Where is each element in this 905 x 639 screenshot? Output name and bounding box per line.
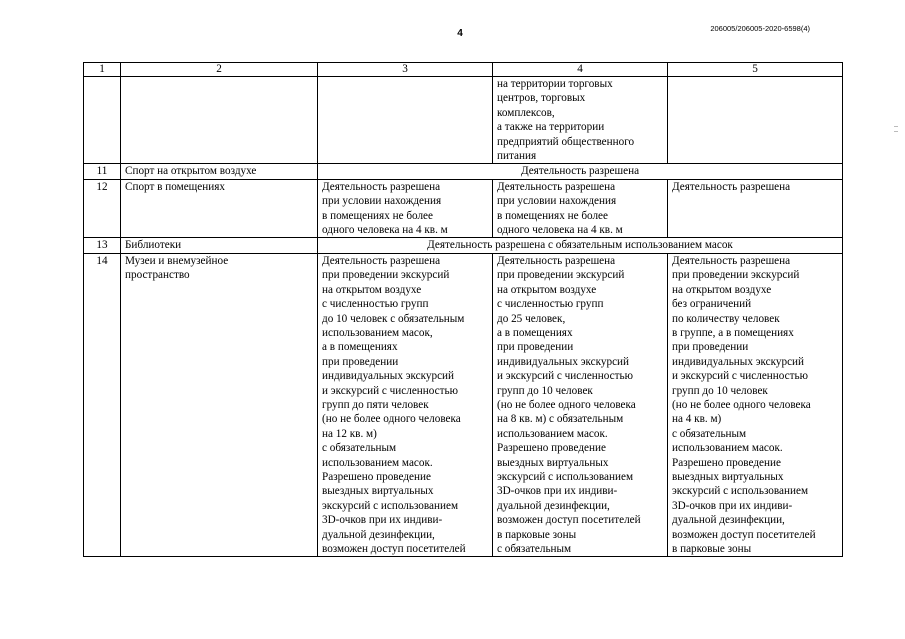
header-col-1: 1 bbox=[84, 63, 121, 77]
table-row bbox=[84, 77, 843, 164]
row-cell-col4: Деятельность разрешена при условии нахождения в помещениях не более одного человека на 4 кв. м bbox=[493, 179, 668, 238]
table-row bbox=[84, 179, 843, 238]
row-merged-cell: Деятельность разрешена с обязательным использованием масок bbox=[318, 238, 843, 253]
row-number: 14 bbox=[84, 253, 121, 557]
row-activity bbox=[121, 77, 318, 164]
row-cell-col5: Деятельность разрешена при проведении экскурсий на открытом воздухе без ограничений по количеству человек в группе, а в помещениях при проведении индивидуальных экскурсий и экскурсий с численностью групп до 10 человек (но не более одного человека на 4 кв. м) с обязательным использованием масок. Разрешено проведение выездных виртуальных экскурсий с использованием 3D-очков при их индиви- дуальной дезинфекции, возможен доступ посетителей в парковые зоны bbox=[668, 253, 843, 557]
row-merged-cell: Деятельность разрешена bbox=[318, 164, 843, 179]
row-cell-col3: Деятельность разрешена при проведении экскурсий на открытом воздухе с численностью групп до 10 человек с обязательным использованием масок, а в помещениях при проведении индивидуальных экскурсий и экскурсий с численностью групп до пяти человек (но не более одного человека на 12 кв. м) с обязательным использованием масок. Разрешено проведение выездных виртуальных экскурсий с использованием 3D-очков при их индиви- дуальной дезинфекции, возможен доступ посетителей bbox=[318, 253, 493, 557]
scan-artifact bbox=[894, 131, 898, 132]
table-row bbox=[84, 164, 843, 179]
row-number: 13 bbox=[84, 238, 121, 253]
table-row bbox=[84, 253, 843, 557]
row-number: 12 bbox=[84, 179, 121, 238]
row-activity: Библиотеки bbox=[121, 238, 318, 253]
row-activity: Спорт на открытом воздухе bbox=[121, 164, 318, 179]
document-id: 206005/206005-2020-6598(4) bbox=[710, 24, 810, 33]
table-header-row bbox=[84, 63, 843, 77]
row-cell-col3 bbox=[318, 77, 493, 164]
header-col-5: 5 bbox=[668, 63, 843, 77]
table-row bbox=[84, 238, 843, 253]
scan-artifact bbox=[894, 126, 898, 127]
row-cell-col4: на территории торговых центров, торговых комплексов, а также на территории предприятий общественного питания bbox=[493, 77, 668, 164]
row-activity: Спорт в помещениях bbox=[121, 179, 318, 238]
header-col-3: 3 bbox=[318, 63, 493, 77]
header-col-2: 2 bbox=[121, 63, 318, 77]
restrictions-table bbox=[83, 62, 843, 557]
row-activity: Музеи и внемузейное пространство bbox=[121, 253, 318, 557]
page-number: 4 bbox=[457, 28, 463, 39]
row-cell-col3: Деятельность разрешена при условии нахождения в помещениях не более одного человека на 4 кв. м bbox=[318, 179, 493, 238]
header-col-4: 4 bbox=[493, 63, 668, 77]
row-cell-col5: Деятельность разрешена bbox=[668, 179, 843, 238]
row-cell-col4: Деятельность разрешена при проведении экскурсий на открытом воздухе с численностью групп до 25 человек, а в помещениях при проведении индивидуальных экскурсий и экскурсий с численностью групп до 10 человек (но не более одного человека на 8 кв. м) с обязательным использованием масок. Разрешено проведение выездных виртуальных экскурсий с использованием 3D-очков при их индиви- дуальной дезинфекции, возможен доступ посетителей в парковые зоны с обязательным bbox=[493, 253, 668, 557]
row-number bbox=[84, 77, 121, 164]
row-cell-col5 bbox=[668, 77, 843, 164]
row-number: 11 bbox=[84, 164, 121, 179]
